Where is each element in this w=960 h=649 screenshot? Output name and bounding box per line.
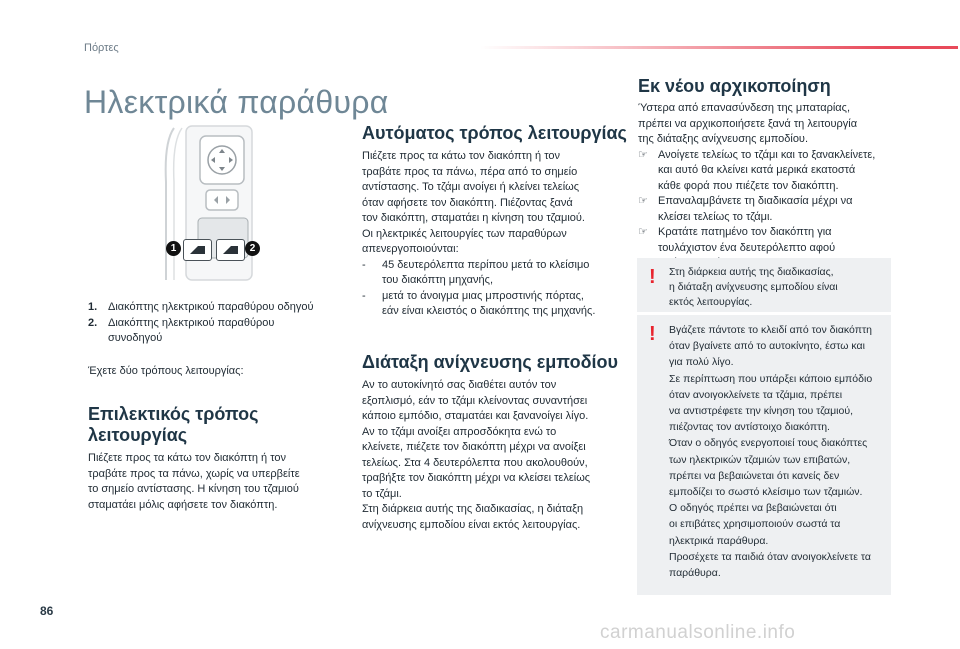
legend-text: Διακόπτης ηλεκτρικού παραθύρου οδηγού xyxy=(108,301,314,313)
text-line: κλείνετε, πιέζετε τον διακόπτη μέχρι να ανοίξει xyxy=(362,441,586,453)
list-item xyxy=(362,258,622,289)
text-line: Πιέζετε προς τα κάτω τον διακόπτη ή τον xyxy=(88,452,287,464)
pointer-icon: ☞ xyxy=(638,226,648,238)
text-line: τον διακόπτη, σταματάει η κίνηση του τζαμιού. xyxy=(362,212,585,224)
text-line: των ηλεκτρικών τζαμιών των επιβατών, xyxy=(669,453,851,466)
legend-number: 1. xyxy=(88,301,98,313)
text-line: Ύστερα από επανασύνδεση της μπαταρίας, xyxy=(638,102,851,114)
text-line: Σε περίπτωση που υπάρξει κάποιο εμπόδιο xyxy=(669,372,873,385)
passenger-window-switch[interactable] xyxy=(216,239,245,261)
header-rule xyxy=(480,46,958,49)
text-line: η διάταξη ανίχνευσης εμποδίου είναι xyxy=(669,281,838,293)
text-line: να αντιστρέφετε την κίνηση του τζαμιού, xyxy=(669,405,853,418)
text-line: οι επιβάτες χρησιμοποιούν σωστά τα xyxy=(669,518,841,531)
text-line: Αν το τζάμι ανοίξει απροσδόκητα ενώ το xyxy=(362,425,557,438)
text-line: αντίστασης. Το τζάμι ανοίγει ή κλείνει τελείως xyxy=(362,181,580,193)
auto-mode-text xyxy=(362,149,622,320)
text-line: και αυτό θα κλείνει κατά μερικά εκατοστά xyxy=(658,164,856,176)
text-line: 45 δευτερόλεπτα περίπου μετά το κλείσιμο xyxy=(382,258,590,271)
text-line: Στη διάρκεια αυτής της διαδικασίας, xyxy=(669,266,834,278)
warning-text xyxy=(669,265,883,310)
text-line: ανίχνευσης εμποδίου είναι εκτός λειτουργίας. xyxy=(362,518,581,531)
text-line: τελείως. Στα 4 δευτερόλεπτα που ακολουθούν, xyxy=(362,456,588,469)
list-item xyxy=(362,289,622,320)
text-line: Ο οδηγός πρέπει να βεβαιώνεται ότι xyxy=(669,502,837,515)
heading-line: Επιλεκτικός τρόπος xyxy=(88,404,259,424)
manual-mode-heading xyxy=(88,404,259,446)
step-item xyxy=(638,194,908,225)
callout-1-label: 1 xyxy=(170,243,177,254)
text-line: πρέπει να αρχικοποιήσετε ξανά τη λειτουργία xyxy=(638,117,858,130)
text-line: όταν βγαίνετε από το αυτοκίνητο, έστω και xyxy=(669,340,865,353)
text-line: Στη διάρκεια αυτής της διαδικασίας, η διάταξη xyxy=(362,503,584,515)
text-line: τουλάχιστον ένα δευτερόλεπτο αφού xyxy=(658,241,836,254)
section-label: Πόρτες xyxy=(84,42,119,54)
warning-icon: ! xyxy=(649,323,656,345)
reinit-text xyxy=(638,101,908,272)
callout-2 xyxy=(245,241,260,256)
text-line: Αν το αυτοκίνητό σας διαθέτει αυτόν τον xyxy=(362,379,557,391)
dash-marker: - xyxy=(362,258,366,271)
warning-box-2 xyxy=(637,315,891,595)
text-line: όταν αφήσετε τον διακόπτη. Πιέζοντας ξανά xyxy=(362,196,573,209)
heading-line: λειτουργίας xyxy=(88,425,188,445)
text-line: το τζάμι. xyxy=(362,487,402,500)
anti-pinch-text xyxy=(362,378,632,533)
text-line: Πιέζετε προς τα κάτω τον διακόπτη ή τον xyxy=(362,150,561,162)
dash-marker: - xyxy=(362,289,366,302)
page-title: Ηλεκτρικά παράθυρα xyxy=(84,84,389,120)
watermark: carmanualsonline.info xyxy=(600,622,796,643)
text-line: μετά το άνοιγμα μιας μπροστινής πόρτας, xyxy=(382,289,584,302)
text-line: Οι ηλεκτρικές λειτουργίες των παραθύρων xyxy=(362,227,567,240)
anti-pinch-heading: Διάταξη ανίχνευσης εμποδίου xyxy=(362,352,618,372)
auto-mode-heading: Αυτόματος τρόπος λειτουργίας xyxy=(362,123,627,143)
text-line: όταν ανοιγοκλείνετε τα τζάμια, πρέπει xyxy=(669,388,843,401)
page-number: 86 xyxy=(40,604,54,618)
text-line: κάθε φορά που πιέζετε τον διακόπτη. xyxy=(658,179,839,192)
text-line: εάν είναι κλειστός ο διακόπτης της μηχανής. xyxy=(382,305,596,317)
callout-1 xyxy=(166,241,181,256)
driver-window-switch[interactable] xyxy=(183,239,212,261)
auto-mode-list xyxy=(362,258,622,320)
legend-item xyxy=(88,316,348,347)
text-line: τραβάτε προς τα πάνω, πέρα από το σημείο xyxy=(362,165,578,178)
text-line: σταματάει μόλις αφήσετε τον διακόπτη. xyxy=(88,498,278,511)
text-line: πιέζοντας τον αντίστοιχο διακόπτη. xyxy=(669,421,830,434)
warning-box-1 xyxy=(637,258,891,312)
manual-mode-text xyxy=(88,451,348,513)
text-line: Προσέχετε τα παιδιά όταν ανοιγοκλείνετε τα xyxy=(669,550,871,563)
figure-legend xyxy=(88,300,348,347)
text-line: απενεργοποιούνται: xyxy=(362,243,459,255)
legend-number: 2. xyxy=(88,316,98,329)
text-line: κάποιο εμπόδιο, σταματάει και ξανανοίγει λίγο. xyxy=(362,410,589,422)
text-line: Ανοίγετε τελείως το τζάμι και το ξανακλείνετε, xyxy=(658,148,876,161)
text-line: εμποδίζει το σωστό κλείσιμο των τζαμιών. xyxy=(669,486,863,499)
intro-text: Έχετε δύο τρόπους λειτουργίας: xyxy=(88,365,244,377)
warning-text xyxy=(669,322,883,581)
text-line: Όταν ο οδηγός ενεργοποιεί τους διακόπτες xyxy=(669,437,868,450)
legend-item xyxy=(88,300,348,316)
text-line: ηλεκτρικά παράθυρα. xyxy=(669,534,769,547)
text-line: τραβήξτε τον διακόπτη μέχρι να κλείσει τελείως xyxy=(362,472,591,484)
step-item xyxy=(638,148,908,195)
pointer-icon: ☞ xyxy=(638,148,648,161)
text-line: Κρατάτε πατημένο τον διακόπτη για xyxy=(658,226,832,238)
text-line: εκτός λειτουργίας. xyxy=(669,296,753,308)
reinit-steps xyxy=(638,148,908,272)
reinit-heading: Εκ νέου αρχικοποίηση xyxy=(638,76,831,96)
text-line: Επαναλαμβάνετε τη διαδικασία μέχρι να xyxy=(658,195,853,207)
text-line: το σημείο αντίστασης. Η κίνηση του τζαμιού xyxy=(88,483,299,495)
text-line: της διάταξης ανίχνευσης εμποδίου. xyxy=(638,133,809,145)
callout-2-label: 2 xyxy=(249,243,256,254)
text-line: για πολύ λίγο. xyxy=(669,356,734,369)
pointer-icon: ☞ xyxy=(638,195,648,207)
legend-text: Διακόπτης ηλεκτρικού παραθύρου συνοδηγού xyxy=(108,316,275,344)
window-icon xyxy=(184,240,211,260)
text-line: Βγάζετε πάντοτε το κλειδί από τον διακόπτη xyxy=(669,324,872,336)
window-icon xyxy=(217,240,244,260)
text-line: εξοπλισμό, εάν το τζάμι κλείνοντας συναντήσει xyxy=(362,394,588,407)
text-line: του διακόπτη μηχανής, xyxy=(382,274,494,286)
text-line: παράθυρα. xyxy=(669,567,721,580)
text-line: πρέπει να βεβαιώνεται ότι κανείς δεν xyxy=(669,469,840,482)
text-line: κλείσει τελείως το τζάμι. xyxy=(658,210,773,223)
warning-icon: ! xyxy=(649,266,656,288)
text-line: τραβάτε προς τα πάνω, χωρίς να υπερβείτε xyxy=(88,467,300,480)
